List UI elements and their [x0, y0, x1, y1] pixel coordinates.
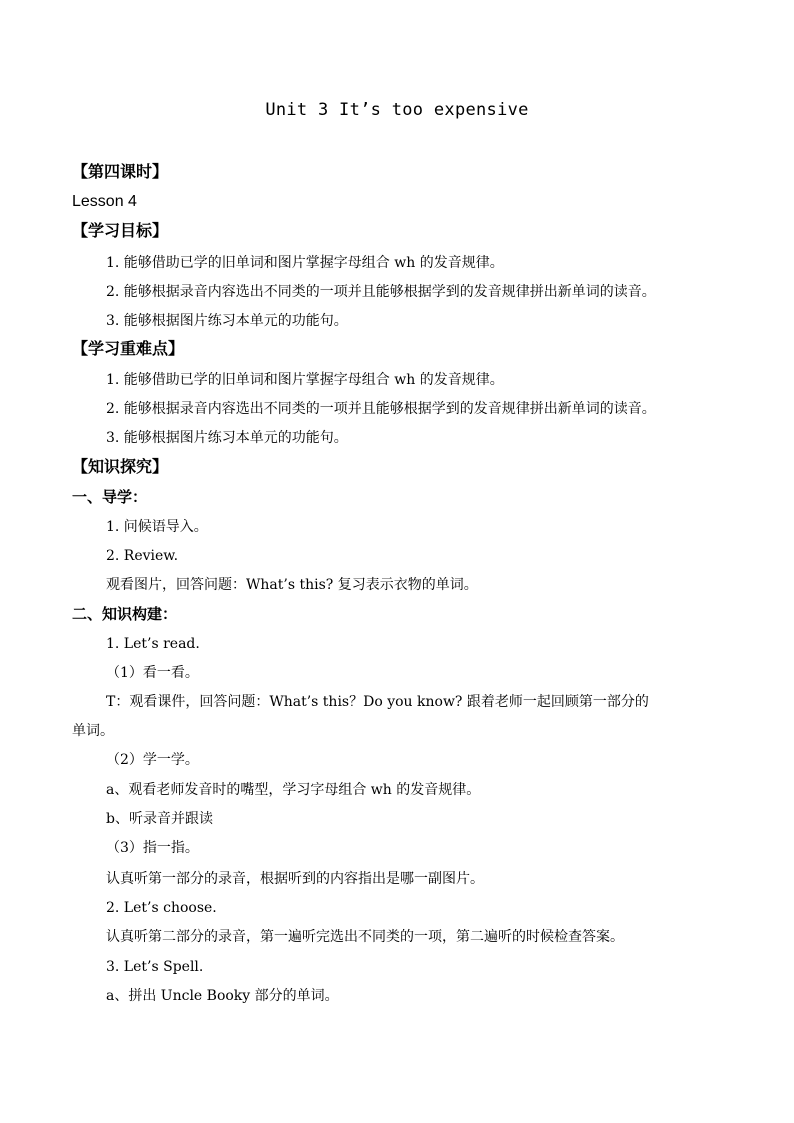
- build-line: （2）学一学。: [106, 752, 199, 768]
- objectives-heading: 【学习目标】: [72, 221, 169, 240]
- build-line: a、拼出 Uncle Booky 部分的单词。: [106, 988, 339, 1004]
- explore-heading: 【知识探究】: [72, 457, 169, 476]
- document-title: Unit 3 It’s too expensive: [265, 100, 529, 120]
- build-line: b、听录音并跟读: [106, 811, 213, 827]
- build-line: 单词。: [72, 723, 114, 739]
- guide-line: 1. 问候语导入。: [106, 519, 208, 535]
- section-heading-build: 二、知识构建：: [72, 605, 178, 623]
- build-line: （3）指一指。: [106, 840, 199, 856]
- period-heading: 【第四课时】: [72, 162, 169, 181]
- build-line: T：观看课件，回答问题：What’s this？Do you know? 跟着老师一起回顾第一部分的: [106, 694, 649, 710]
- lesson-label: Lesson 4: [72, 193, 137, 210]
- objective-item: 3. 能够根据图片练习本单元的功能句。: [106, 313, 348, 329]
- guide-line: 2. Review.: [106, 548, 179, 564]
- build-line: 认真听第二部分的录音，第一遍听完选出不同类的一项，第二遍听的时候检查答案。: [106, 929, 624, 945]
- key-point-item: 1. 能够借助已学的旧单词和图片掌握字母组合 wh 的发音规律。: [106, 372, 504, 388]
- key-point-item: 3. 能够根据图片练习本单元的功能句。: [106, 430, 348, 446]
- guide-line: 观看图片，回答问题：What’s this? 复习表示衣物的单词。: [106, 577, 478, 593]
- section-heading-guide: 一、导学：: [72, 488, 148, 506]
- build-line: 1. Let’s read.: [106, 636, 200, 652]
- key-point-item: 2. 能够根据录音内容选出不同类的一项并且能够根据学到的发音规律拼出新单词的读音。: [106, 401, 656, 417]
- build-line: a、观看老师发音时的嘴型，学习字母组合 wh 的发音规律。: [106, 782, 481, 798]
- build-line: 3. Let’s Spell.: [106, 959, 204, 975]
- objective-item: 2. 能够根据录音内容选出不同类的一项并且能够根据学到的发音规律拼出新单词的读音。: [106, 284, 656, 300]
- build-line: （1）看一看。: [106, 665, 199, 681]
- key-points-heading: 【学习重难点】: [72, 339, 185, 358]
- build-line: 认真听第一部分的录音，根据听到的内容指出是哪一副图片。: [106, 871, 484, 887]
- objective-item: 1. 能够借助已学的旧单词和图片掌握字母组合 wh 的发音规律。: [106, 255, 504, 271]
- build-line: 2. Let’s choose.: [106, 900, 217, 916]
